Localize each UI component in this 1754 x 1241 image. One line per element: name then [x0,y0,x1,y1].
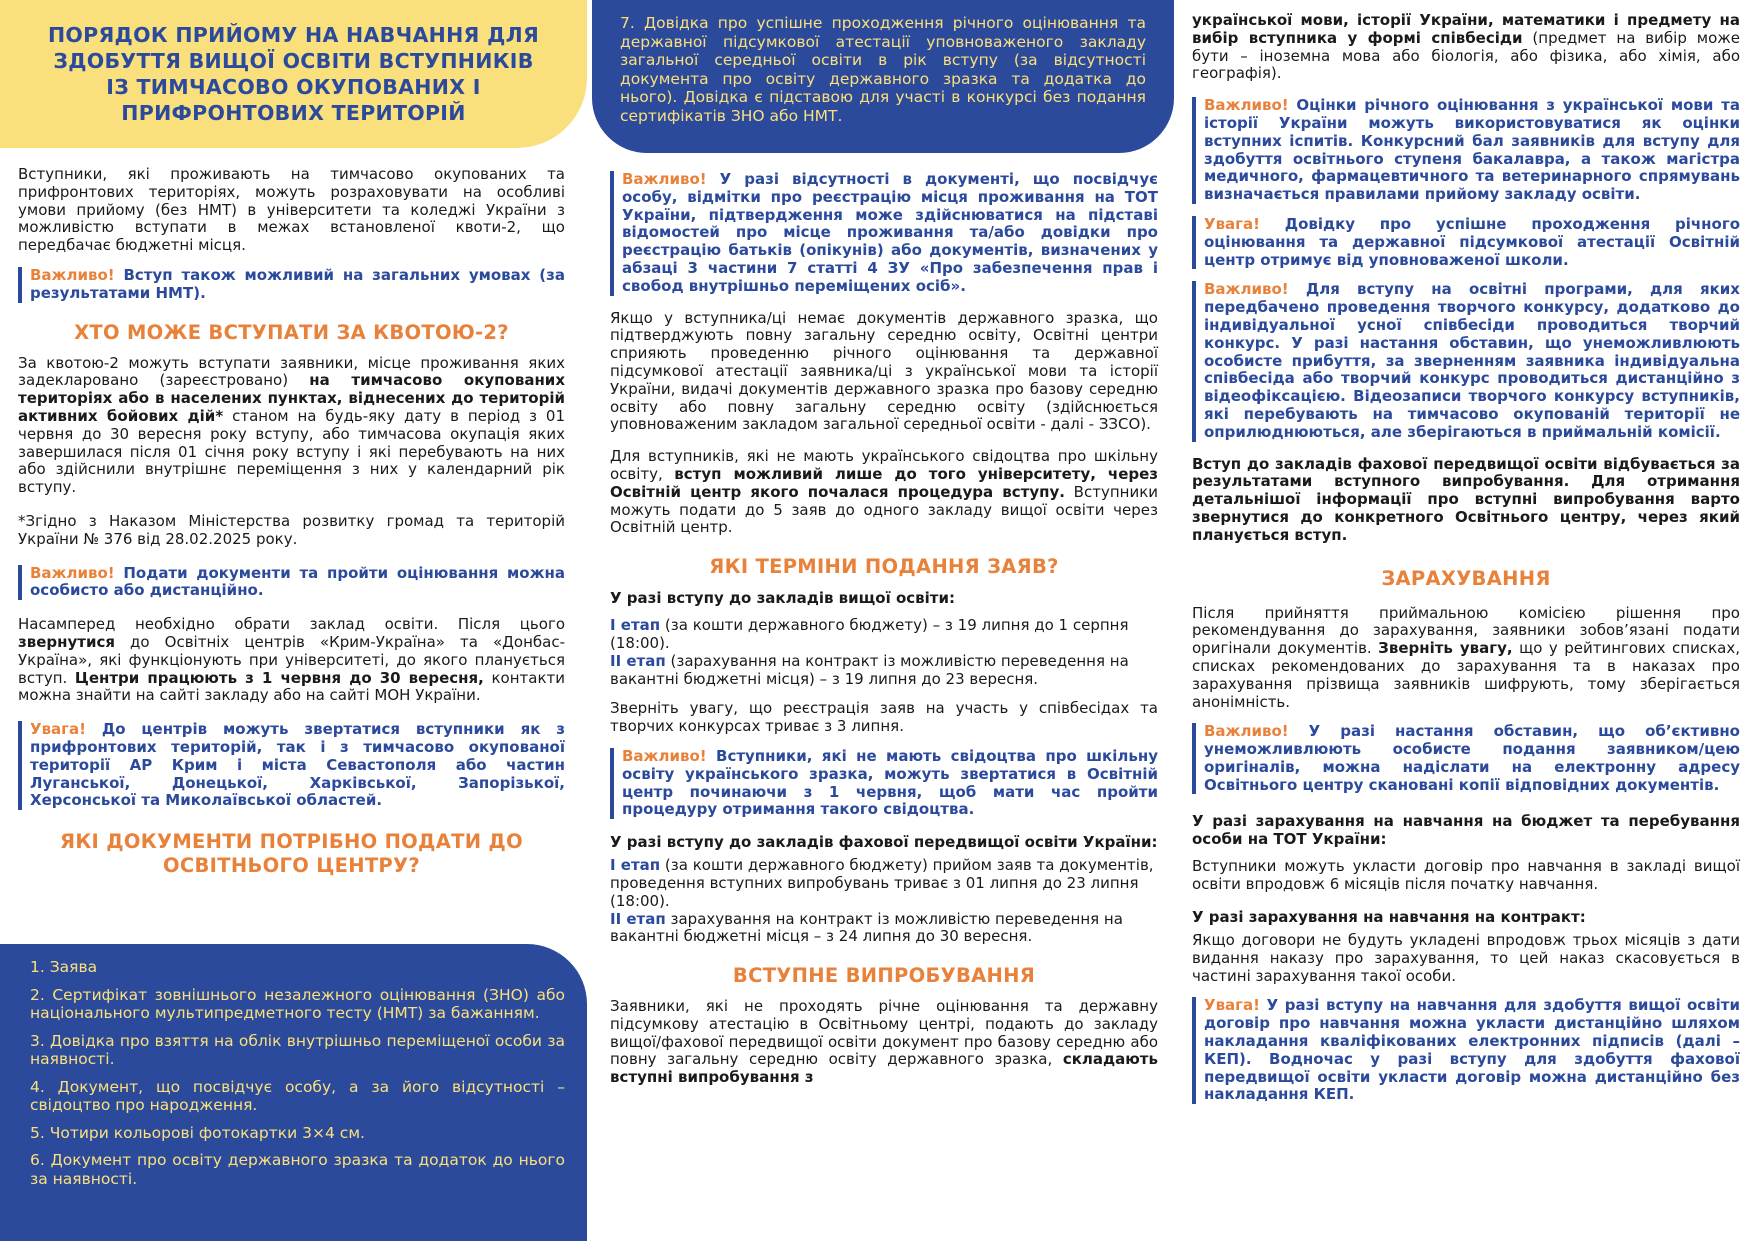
professional-admission-paragraph: Вступ до закладів фахової передвищої освіти відбувається за результатами вступного випробування. Для отримання детальнішої інформації про вступні випробування варто звернутися до конкретного Освітнього центру, через який планується вступ. [1192,454,1740,544]
documents-list-box [0,944,587,1241]
registration-paragraph: Зверніть увагу, що реєстрація заяв на участь у співбесідах та творчих конкурсах триває з 3 липня. [610,699,1158,736]
column-2 [592,0,1174,1241]
doc-item-2: 2. Сертифікат зовнішнього незалежного оцінювання (ЗНО) або національного мультипредметного тесту (НМТ) за бажанням. [30,985,565,1022]
subheading-budget: У разі зарахування на навчання на бюджет та перебування особи на ТОТ України: [1192,812,1740,849]
note-creative-contest: Важливо! Для вступу на освітні програми, для яких передбачено проведення творчого конкурсу, додатково до індивідуальної усної співбесіди проводиться творчий конкурс. У разі настання обставин, що унеможливлюють особисте прибуття, за зверненням заявника індивідуальна співбесіда або творчий конкурс проводиться дистанційно з відеофіксацією. Відеозаписи творчого конкурсу вступників, які перебувають на тимчасово окупованій території не оприлюднюються, але зберігаються в приймальній комісії. [1192,281,1740,441]
doc-item-5: 5. Чотири кольорові фотокартки 3×4 см. [30,1123,365,1142]
subheading-higher-education: У разі вступу до закладів вищої освіти: [610,589,955,608]
heading-terms: ЯКІ ТЕРМІНИ ПОДАННЯ ЗАЯВ? [709,555,1059,579]
doc-item-6: 6. Документ про освіту державного зразка та додаток до нього за наявності. [30,1151,565,1188]
intro-paragraph: Вступники, які проживають на тимчасово окупованих та прифронтових територіях, можуть розраховувати на особливі умови прийому (без НМТ) в університети та коледжі України з можливістю вступати в межах встановленої квоти-2, що передбачає бюджетні місця. [18,165,565,255]
note-text: Вступ також можливий на загальних умовах (за результатами НМТ). [30,265,565,302]
note-certificate: Важливо! Вступники, які не мають свідоцтва про шкільну освіту українського зразка, можуть звертатися в Освітній центр починаючи з 1 червня, щоб мати час пройти процедуру отримання такого свідоцтва. [610,748,1158,819]
exam-continued-paragraph: української мови, історії України, математики і предмету на вибір вступника у формі співбесіди (предмет на вибір може бути – іноземна мова або біологія, або фізика, або хімія, або географія). [1192,11,1740,83]
enrollment-paragraph: Після прийняття приймальною комісією рішення про рекомендування до зарахування, заявники зобов’язані подати оригінали документів. Зверніть увагу, що у рейтингових списках, списках рекомендованих до зарахування та в наказах про зарахування прізвища заявників шифрують, тому зберігається анонімність. [1192,603,1740,711]
documents-continued-box [592,0,1174,153]
note-originals: Важливо! У разі настання обставин, що об’єктивно унеможливлюють особисте подання заявником/цею оригіналів, можна надіслати на електронну адресу Освітнього центру скановані копії відповідних документів. [1192,723,1740,794]
note-certificate-school: Увага! Довідку про успішне проходження річного оцінювання та державної підсумкової атестації Освітній центр отримує від уповноваженої школи. [1192,216,1740,269]
column-3 [1180,0,1754,1241]
no-documents-paragraph: Якщо у вступника/ці немає документів державного зразка, що підтверджують повну загальну середню освіту, Освітні центри сприяють проведенню річного оцінювання та державної підсумкової атестації заявника/ці з української мови та історії України, видачі документів державного зразка про базову середню освіту або повну загальну середню освіту (здійснюється уповноваженим закладом загальної середньої освіти - далі - ЗЗСО). [610,308,1158,434]
column-1 [0,0,587,1241]
doc-item-3: 3. Довідка про взяття на облік внутрішньо переміщеної особи за наявності. [30,1031,565,1068]
doc-item-4: 4. Документ, що посвідчує особу, а за його відсутності – свідоцтво про народження. [30,1077,565,1114]
doc-item-1: 1. Заява [30,958,98,976]
stages-professional: I етап (за кошти державного бюджету) прийом заяв та документів, проведення вступних випробувань триває з 01 липня до 23 липня (18:00). II етап зарахування на контракт із можливістю переведення на вакантні бюджетні місця – з 24 липня до 30 вересня. [610,856,1154,946]
page-title: ПОРЯДОК ПРИЙОМУ НА НАВЧАННЯ ДЛЯ ЗДОБУТТЯ ВИЩОЇ ОСВІТИ ВСТУПНИКІВ ІЗ ТИМЧАСОВО ОКУПОВАНИХ І ПРИФРОНТОВИХ ТЕРИТОРІЙ [47,23,540,125]
doc-item-7: 7. Довідка про успішне проходження річного оцінювання та державної підсумкової атестації уповноваженого закладу загальної середньої освіти в рік вступу (за відсутності документа про освіту державного зразка та додатка до нього). Довідка є підставою для участі в конкурсі без подання сертифікатів ЗНО або НМТ. [620,14,1146,125]
note-centers: Увага! До центрів можуть звертатися вступники як з прифронтових територій, так і з тимчасово окупованої території АР Крим і міста Севастополя або частин Луганської, Донецької, Харківської, Запорізької, Херсонської та Миколаївської областей. [18,721,565,810]
subheading-professional-education: У разі вступу до закладів фахової передвищої освіти України: [610,833,1158,852]
quota-paragraph: За квотою-2 можуть вступати заявники, місце проживання яких задекларовано (зареєстровано) на тимчасово окупованих територіях або в населених пунктах, віднесених до територій активних бойових дій* станом на будь-яку дату в період з 01 червня до 30 вересня року вступу, або тимчасова окупація яких завершилася після 01 січня року вступу і які перебувають на них або здійснили внутрішнє переміщення з них у календарний рік вступу. [18,353,566,497]
note-general-terms [18,267,565,303]
one-university-paragraph: Для вступників, які не мають українського свідоцтва про шкільну освіту, вступ можливий лише до того університету, через Освітній центр якого почалася процедура вступу. Вступники можуть подати до 5 заяв до одного закладу вищої освіти через Освітній центр. [610,447,1159,537]
contract-paragraph: Якщо договори не будуть укладені впродовж трьох місяців з дати видання наказу про зарахування, то цей наказ скасовується в частині зарахування такої особи. [1192,931,1740,985]
heading-entrance-exam: ВСТУПНЕ ВИПРОБУВАННЯ [732,964,1036,988]
note-label: Важливо! [30,265,115,284]
stages-higher: I етап (за кошти державного бюджету) – з 19 липня до 1 серпня (18:00). II етап (зарахування на контракт із можливістю переведення на вакантні бюджетні місця) – з 19 липня до 23 вересня. [610,616,1129,688]
note-grades: Важливо! Оцінки річного оцінювання з української мови та історії України можуть використовуватися як оцінки вступних іспитів. Конкурсний бал заявників для вступу для здобуття освітнього ступеня бакалавра, а також магістра медичного, фармацевтичного та ветеринарного спрямувань визначається правилами прийому закладу освіти. [1192,97,1740,204]
footnote: *Згідно з Наказом Міністерства розвитку громад та територій України № 376 від 28.02.2025 року. [18,511,565,548]
title-banner [0,0,587,148]
budget-paragraph: Вступники можуть укласти договір про навчання в закладі вищої освіти впродовж 6 місяців після початку навчання. [1192,857,1740,894]
choose-institution-paragraph: Насамперед необхідно обрати заклад освіти. Після цього звернутися до Освітніх центрів «Крим-Україна» та «Донбас-Україна», які функціонують при університеті, до якого планується вступ. Центри працюють з 1 червня до 30 вересня, контакти можна знайти на сайті закладу або на сайті МОН України. [18,615,565,705]
note-kep: Увага! У разі вступу на навчання для здобуття вищої освіти договір про навчання можна укласти дистанційно шляхом накладання кваліфікованих електронних підписів (далі – КЕП). Водночас у разі вступу для здобуття фахової передвищої освіти укласти договір можна дистанційно без накладання КЕП. [1192,997,1740,1104]
note-remote: Важливо! Подати документи та пройти оцінювання можна особисто або дистанційно. [18,565,565,601]
heading-quota: ХТО МОЖЕ ВСТУПАТИ ЗА КВОТОЮ-2? [74,320,509,344]
heading-enrollment: ЗАРАХУВАННЯ [1381,566,1551,590]
exam-paragraph: Заявники, які не проходять річне оцінювання та державну підсумкову атестацію в Освітньому центрі, подають до закладу вищої/фахової передвищої освіти документ про базову середню або повну загальну середню освіту державного зразка, складають вступні випробування з [610,997,1158,1087]
heading-documents: ЯКІ ДОКУМЕНТИ ПОТРІБНО ПОДАТИ ДО ОСВІТНЬОГО ЦЕНТРУ? [60,830,523,878]
subheading-contract: У разі зарахування на навчання на контракт: [1192,908,1586,927]
note-registration: Важливо! У разі відсутності в документі, що посвідчує особу, відмітки про реєстрацію місця проживання на ТОТ України, підтвердження може здійснюватися на підставі відомостей про місце проживання та/або довідки про реєстрацію батьків (опікунів) або документів, визначених у абзаці 3 частини 7 статті 4 ЗУ «Про забезпечення прав і свобод внутрішньо переміщених осіб». [610,171,1158,296]
